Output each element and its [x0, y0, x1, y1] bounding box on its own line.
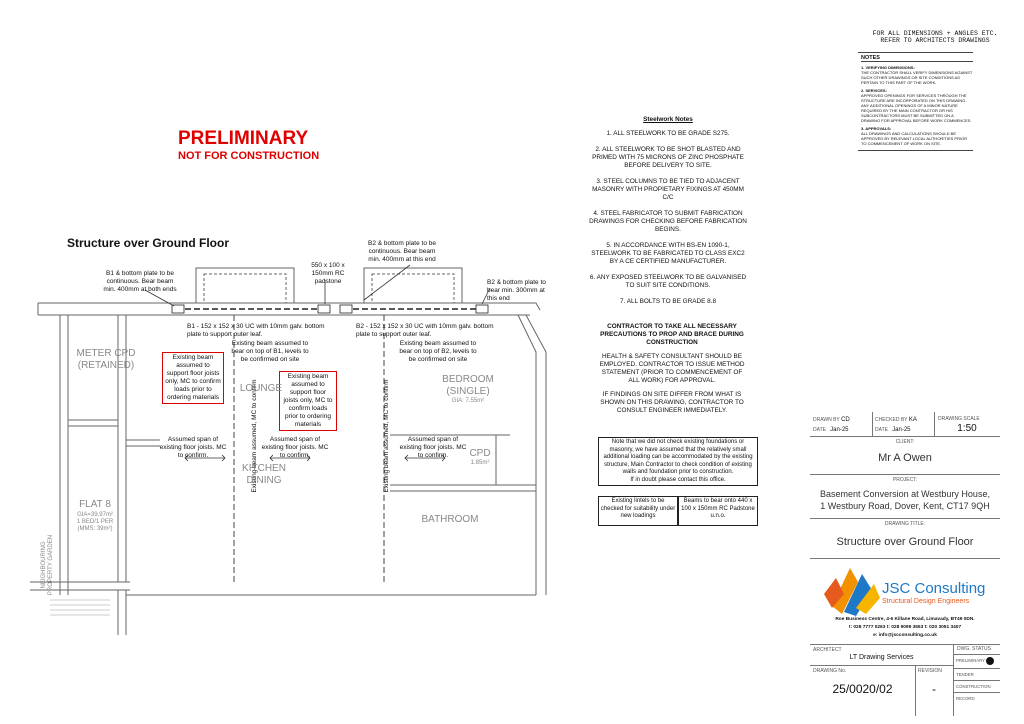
flat-info — [70, 512, 120, 533]
architect-label: ARCHITECT — [813, 647, 842, 653]
steelwork-notes — [588, 116, 748, 306]
flat-info-2: 1 BED/1 PER — [76, 519, 114, 525]
title-block — [810, 412, 1000, 716]
room-bedroom: BEDROOM (SINGLE) — [442, 374, 494, 397]
contractor-note-3: IF FINDINGS ON SITE DIFFER FROM WHAT IS SHOWN ON THIS DRAWING, CONTRACTOR TO CONSULT ENGINEER IMMEDIATELY. — [600, 391, 744, 414]
date-label-2: DATE — [875, 427, 888, 433]
red-note-left: Existing beam assumed to support floor joists only, MC to confirm loads prior to ordering materials — [162, 352, 224, 404]
vertical-note-left: Existing beam assumed, MC to confirm — [251, 379, 258, 493]
beam-note: Beams to bear onto 440 x 100 x 150mm RC Padstone u.n.o. — [678, 496, 758, 526]
note-1-body: THE CONTRACTOR SHALL VERIFY DIMENSIONS AGAINST SUCH OTHER DRAWINGS OR SITE CONDITIONS AS PERTAIN TO THIS PART OF THE WORK. — [861, 70, 973, 85]
plan-title: Structure over Ground Floor — [67, 236, 230, 250]
lintel-note: Existing lintels to be checked for suitability under new loadings — [598, 496, 678, 526]
checked-by-label: CHECKED BY — [875, 417, 908, 423]
company-address: Roe Business Centre, 4-6 Killane Road, Limavady, BT49 0DN. — [835, 617, 975, 622]
project-line-2: 1 Westbury Road, Dover, Kent, CT17 9QH — [820, 501, 990, 511]
steel-note-6: 6. ANY EXPOSED STEELWORK TO BE GALVANISED TO SUIT SITE CONDITIONS. — [589, 274, 747, 289]
label-b1-plate: B1 & bottom plate to be continuous. Bear beam min. 400mm at both ends — [103, 270, 177, 293]
date-value-1: Jan-25 — [830, 427, 849, 433]
drawing-no-label: DRAWING No. — [813, 668, 847, 674]
checked-by-value: KA — [908, 417, 917, 423]
label-span-3: Assumed span of existing floor joists. MC to confirm. — [399, 436, 467, 459]
room-bathroom: BATHROOM — [421, 514, 479, 525]
label-span-1: Assumed span of existing floor joists. MC to confirm. — [159, 436, 227, 459]
jsc-logo-icon — [822, 564, 880, 616]
project-name — [810, 488, 1000, 512]
cpd-area: 1.85m² — [470, 460, 490, 466]
note-3-body: ALL DRAWINGS AND CALCULATIONS SHOULD BE APPROVED BY RELEVANT LOCAL AUTHORITIES PRIOR TO COMMENCEMENT OF WORK ON SITE. — [861, 131, 968, 146]
drawn-by-value: CD — [841, 417, 850, 423]
note-2-title: 2. SERVICES: — [861, 88, 887, 93]
revision-label: REVISION — [918, 668, 942, 674]
project-label: PROJECT: — [892, 477, 918, 483]
note-3-title: 3. APPROVALS: — [861, 126, 892, 131]
room-cpd: CPD — [469, 448, 491, 459]
steel-note-4: 4. STEEL FABRICATOR TO SUBMIT FABRICATION DRAWINGS FOR CHECKING BEFORE FABRICATION BEGINS. — [589, 210, 747, 233]
contractor-notes — [598, 323, 746, 415]
label-b2-uc: B2 - 152 x 152 x 30 UC with 10mm galv. bottom plate to support outer leaf. — [356, 323, 494, 338]
steel-note-3: 3. STEEL COLUMNS TO BE TIED TO ADJACENT MASONRY WITH PROPIETARY FIXINGS AT 450MM C/C — [592, 178, 744, 201]
dimension-note-line2: REFER TO ARCHITECTS DRAWINGS — [880, 37, 990, 44]
label-existing-b2: Existing beam assumed to bear on top of B2, levels to be confirmed on site — [399, 340, 477, 363]
bedroom-area: GIA: 7.55m² — [451, 398, 485, 404]
room-meter-cpd: METER CPD (RETAINED) — [76, 348, 136, 371]
note-1-title: 1. VERIFYING DIMENSIONS: — [861, 65, 915, 70]
status-construction: CONSTRUCTION — [956, 684, 991, 689]
preliminary-stamp — [178, 128, 319, 163]
scale-label: DRAWING SCALE — [938, 416, 980, 422]
client-name: Mr A Owen — [878, 452, 932, 464]
room-lounge: LOUNGE — [239, 383, 283, 394]
notes-block — [858, 52, 973, 151]
vertical-note-right: Existing beam assumed, MC to confirm — [383, 379, 390, 493]
contractor-note-2: HEALTH & SAFETY CONSULTANT SHOULD BE EMPLOYED. CONTRACTOR TO ISSUE METHOD STATEMENT (PRIOR TO COMMENCEMENT OF ALL WORK) FOR APPROVAL. — [599, 353, 745, 384]
date-value-2: Jan-25 — [892, 427, 911, 433]
drawing-number: 25/0020/02 — [832, 682, 893, 696]
label-span-2: Assumed span of existing floor joists. MC to confirm. — [261, 436, 329, 459]
revision-value: - — [932, 682, 936, 696]
company-subtitle: Structural Design Engineers — [882, 598, 970, 605]
flat-info-3: (MMS: 39m²) — [77, 526, 113, 532]
status-selected-dot — [986, 657, 994, 665]
drawing-title-label: DRAWING TITLE: — [884, 521, 926, 527]
label-b2-plate: B2 & bottom plate to bear min. 300mm at this end — [487, 279, 546, 302]
project-line-1: Basement Conversion at Westbury House, — [820, 489, 990, 499]
status-tender: TENDER — [956, 672, 974, 677]
label-b2-continuous: B2 & bottom plate to be continuous. Bear beam min. 400mm at this end — [368, 240, 436, 263]
room-kitchen: KITCHEN DINING — [242, 463, 286, 486]
steel-note-7: 7. ALL BOLTS TO BE GRADE 8.8 — [619, 298, 717, 305]
flat-info-1: GIA=39.97m² — [77, 512, 113, 518]
company-email: e: info@jscconsulting.co.uk — [873, 633, 937, 638]
steel-note-5: 5. IN ACCORDANCE WITH BS-EN 1090-1, STEELWORK TO BE FABRICATED TO CLASS EXC2 BY A CE CERTIFIED MANUFACTURER. — [591, 242, 745, 265]
company-name: JSC Consulting — [882, 580, 986, 597]
drawn-by-label: DRAWN BY — [813, 417, 840, 423]
client-label: CLIENT: — [895, 439, 915, 445]
preliminary-title: PRELIMINARY — [178, 128, 309, 149]
steel-note-1: 1. ALL STEELWORK TO BE GRADE S275. — [606, 130, 730, 137]
label-b1-uc: B1 - 152 x 152 x 30 UC with 10mm galv. bottom plate to support outer leaf. — [187, 323, 325, 338]
status-label: DWG. STATUS — [957, 646, 991, 652]
room-flat: FLAT 8 — [79, 499, 111, 510]
status-preliminary: PRELIMINARY — [956, 658, 986, 663]
architect-name: LT Drawing Services — [849, 654, 914, 661]
preliminary-subtitle: NOT FOR CONSTRUCTION — [178, 150, 320, 162]
label-existing-b1: Existing beam assumed to bear on top of B1, levels to be confirmed on site — [231, 340, 309, 363]
company-contact — [810, 616, 1000, 640]
scale-value: 1:50 — [957, 423, 977, 434]
note-2-body: APPROVED OPENINGS FOR SERVICES THROUGH THE STRUCTURE ARE INCORPORATED ON THIS DRAWING. ANY ADDITIONAL OPENINGS OF A MINOR NATURE REQUIRED BY THE MAIN CONTRACTOR OR HIS SUBCONTRACTORS MUST BE SUBMITTED ON A DRAWING FOR APPROVAL BEFORE WORK COMMENCES. — [861, 93, 972, 123]
date-label-1: DATE — [813, 427, 826, 433]
status-record: RECORD — [956, 696, 975, 701]
red-note-right: Existing beam assumed to support floor joists only, MC to confirm loads prior to ordering materials — [279, 371, 337, 431]
dimension-note-line1: FOR ALL DIMENSIONS + ANGLES ETC. — [872, 30, 998, 37]
notes-heading: NOTES — [861, 55, 973, 62]
contractor-note-1: CONTRACTOR TO TAKE ALL NECESSARY PRECAUTIONS TO PROP AND BRACE DURING CONSTRUCTION — [600, 323, 744, 346]
drawing-title: Structure over Ground Floor — [836, 536, 974, 548]
label-padstone: 550 x 100 x 150mm RC padstone — [311, 262, 345, 285]
company-phones: t: 028 7777 0263 t: 028 9099 3553 t: 020 3051 3407 — [848, 625, 962, 630]
steelwork-heading: Steelwork Notes — [643, 116, 693, 123]
steel-note-2: 2. ALL STEELWORK TO BE SHOT BLASTED AND PRIMED WITH 75 MICRONS OF ZINC PHOSPHATE BEFORE DELIVERY TO SITE. — [592, 146, 744, 169]
foundation-note: Note that we did not check existing foundations or masonry, we have assumed that the relatively small additional loading can be accommodated by the existing structure, Main Contractor to check condition of existing walls and foundation prior to construction. If in doubt please contact this office. — [598, 437, 758, 486]
neighbouring-label: NEIGHBOURING PROPERTY GARDEN — [41, 534, 54, 596]
